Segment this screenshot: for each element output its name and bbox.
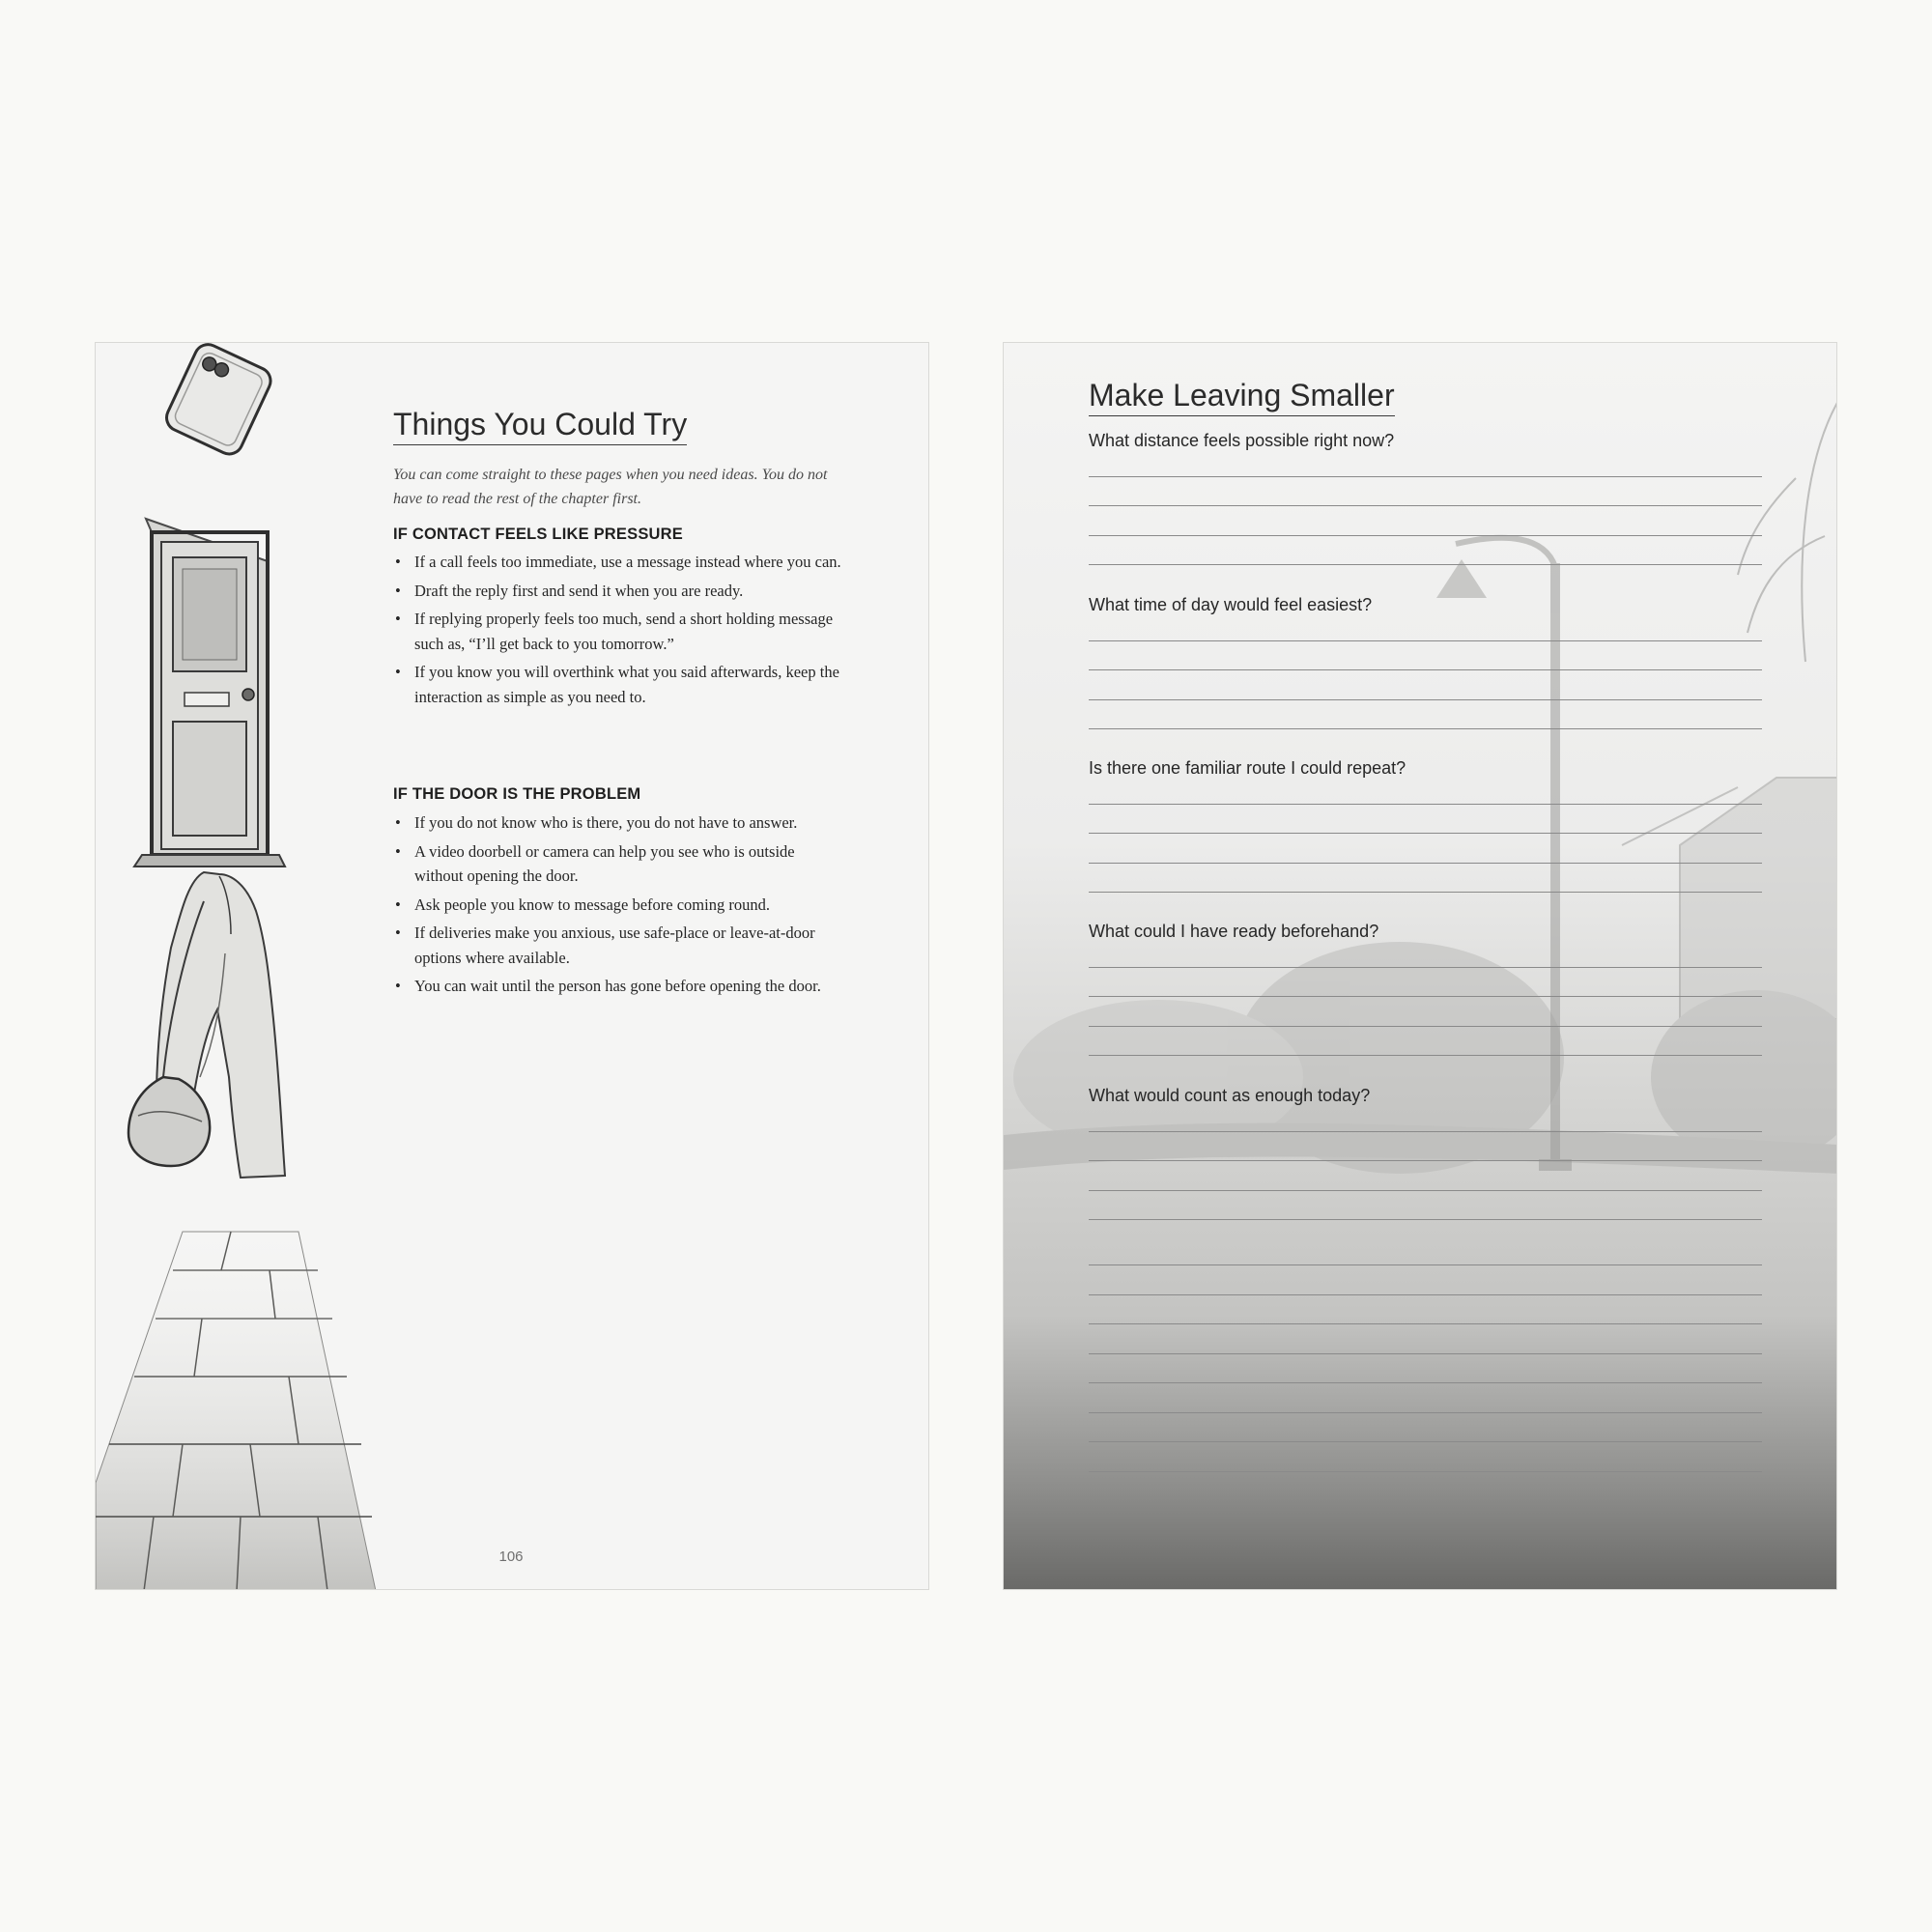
- sketch-illustration-column: [96, 343, 395, 1590]
- list-item-text: Ask people you know to message before coming round.: [414, 895, 770, 914]
- list-item-text: If you do not know who is there, you do not have to answer.: [414, 813, 798, 832]
- intro-text: You can come straight to these pages when you need ideas. You do not have to read the rest of the chapter first.: [393, 467, 828, 507]
- page-number: 106: [498, 1548, 524, 1565]
- writing-line: [1089, 967, 1762, 968]
- writing-line: [1089, 669, 1762, 670]
- tips-list-door: [393, 810, 847, 1003]
- list-item-text: A video doorbell or camera can help you see who is outside without opening the door.: [414, 841, 795, 885]
- left-page: [95, 342, 929, 1590]
- writing-line: [1089, 535, 1762, 536]
- writing-line: [1089, 1219, 1762, 1220]
- list-item: • A video doorbell or camera can help you see who is outside without opening the door.: [395, 841, 795, 885]
- list-item: • If a call feels too immediate, use a message instead where you can.: [395, 553, 841, 571]
- writing-line: [1089, 1055, 1762, 1056]
- list-item: • If deliveries make you anxious, use safe-place or leave-at-door options where available.: [395, 923, 815, 967]
- prompt-3: Is there one familiar route I could repeat?: [1089, 758, 1406, 778]
- paving-path-icon: [96, 1232, 376, 1590]
- writing-line: [1089, 892, 1762, 893]
- section-heading-contact: IF CONTACT FEELS LIKE PRESSURE: [393, 526, 683, 543]
- prompt-4: What could I have ready beforehand?: [1089, 922, 1379, 941]
- writing-line: [1089, 640, 1762, 641]
- writing-line: [1089, 1471, 1762, 1472]
- writing-line: [1089, 1026, 1762, 1027]
- page-title: Make Leaving Smaller: [1089, 378, 1395, 416]
- writing-line: [1089, 1441, 1762, 1442]
- writing-line: [1089, 833, 1762, 834]
- writing-line: [1089, 1382, 1762, 1383]
- list-item: • Draft the reply first and send it when you are ready.: [395, 581, 744, 600]
- coat-and-bag-icon: [128, 872, 285, 1178]
- writing-line: [1089, 505, 1762, 506]
- list-item-text: If you know you will overthink what you said afterwards, keep the interaction as simple as you need to.: [414, 663, 839, 706]
- list-item: • You can wait until the person has gone before opening the door.: [395, 977, 821, 995]
- writing-line: [1089, 1160, 1762, 1161]
- list-item-text: If deliveries make you anxious, use safe-place or leave-at-door options where available.: [414, 923, 815, 967]
- writing-line: [1089, 1294, 1762, 1295]
- list-item: • Ask people you know to message before coming round.: [395, 895, 770, 914]
- writing-line: [1089, 1323, 1762, 1324]
- writing-line: [1089, 1264, 1762, 1265]
- prompt-5: What would count as enough today?: [1089, 1086, 1371, 1105]
- list-item: • If replying properly feels too much, send a short holding message such as, “I’ll get back to you tomorrow.”: [395, 610, 834, 653]
- tips-list-contact: [393, 550, 847, 713]
- page-title: Things You Could Try: [393, 407, 687, 445]
- writing-line: [1089, 564, 1762, 565]
- prompt-1: What distance feels possible right now?: [1089, 431, 1395, 450]
- writing-line: [1089, 863, 1762, 864]
- writing-line: [1089, 699, 1762, 700]
- list-item: • If you do not know who is there, you do not have to answer.: [395, 813, 798, 832]
- writing-line: [1089, 1353, 1762, 1354]
- list-item-text: If a call feels too immediate, use a message instead where you can.: [414, 553, 841, 571]
- list-item-text: You can wait until the person has gone before opening the door.: [414, 977, 821, 995]
- writing-line: [1089, 1131, 1762, 1132]
- phone-icon: [162, 343, 275, 459]
- writing-line: [1089, 996, 1762, 997]
- list-item: • If you know you will overthink what you said afterwards, keep the interaction as simple as you need to.: [395, 663, 839, 706]
- prompt-2: What time of day would feel easiest?: [1089, 595, 1373, 614]
- writing-line: [1089, 476, 1762, 477]
- list-item-text: Draft the reply first and send it when you are ready.: [414, 581, 744, 600]
- list-item-text: If replying properly feels too much, send a short holding message such as, “I’ll get back to you tomorrow.”: [414, 610, 834, 653]
- writing-line: [1089, 804, 1762, 805]
- right-page: [1003, 342, 1837, 1590]
- writing-line: [1089, 1190, 1762, 1191]
- door-icon: [134, 519, 285, 867]
- writing-line: [1089, 728, 1762, 729]
- section-heading-door: IF THE DOOR IS THE PROBLEM: [393, 785, 641, 803]
- writing-line: [1089, 1412, 1762, 1413]
